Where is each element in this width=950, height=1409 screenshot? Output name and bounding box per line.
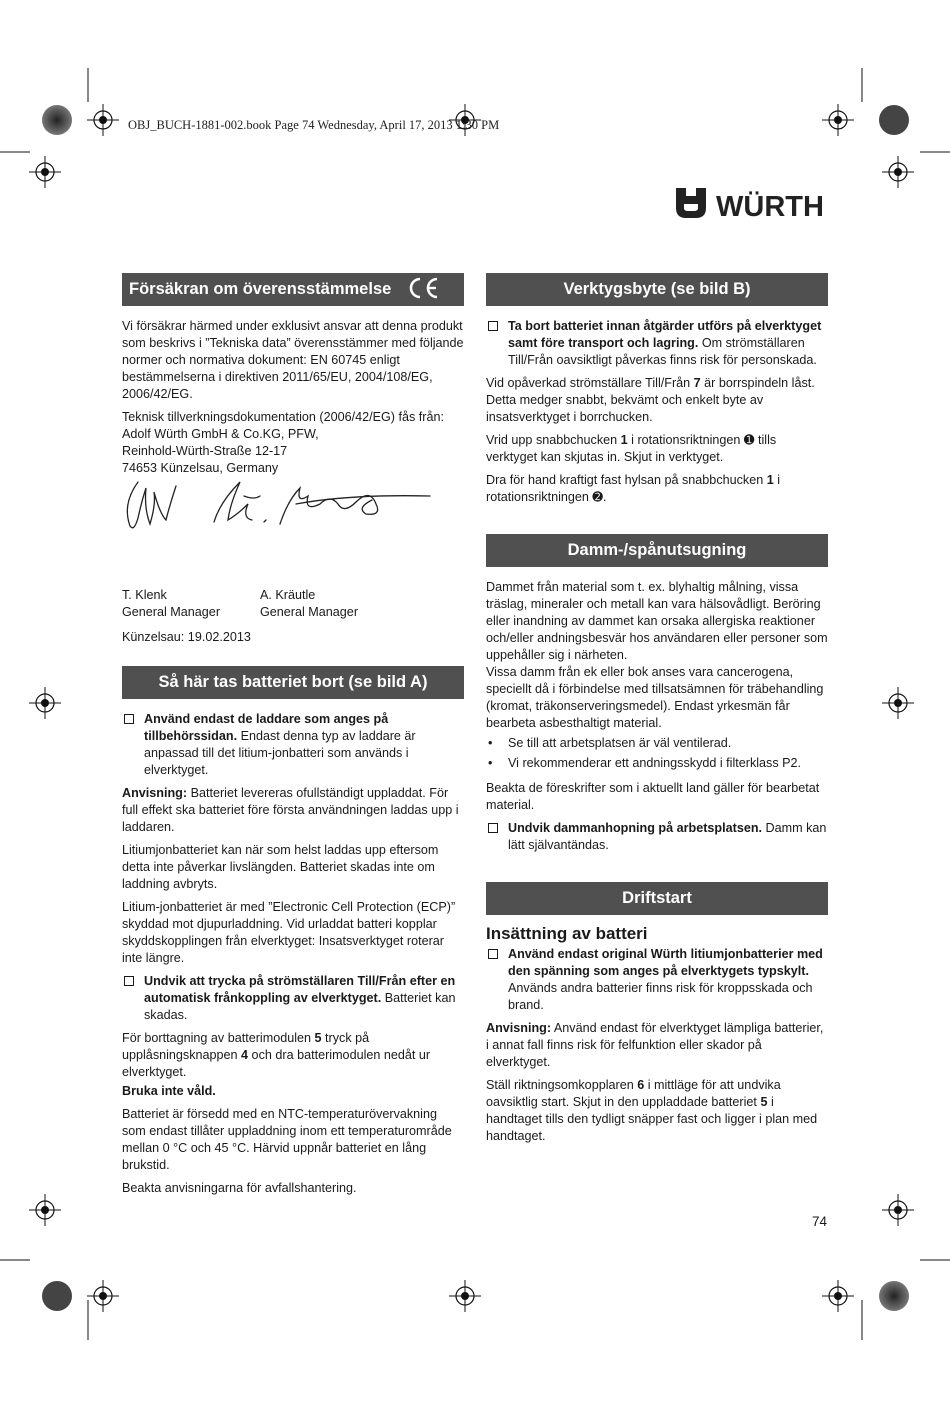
paragraph-spindle-lock: Vid opåverkad strömställare Till/Från 7 är borrspindeln låst. Detta medger snabbt, bekvämt och enkelt byte av insatsverktyget i borrchucken. bbox=[486, 376, 815, 424]
note-suitable-batteries: Anvisning: Använd endast för elverktyget lämpliga batterier, i annat fall finns risk för felfunktion eller skador på elverktyget. bbox=[486, 1021, 824, 1069]
paragraph-dust-health: Dammet från material som t. ex. blyhaltig målning, vissa träslag, mineraler och metall kan vara hälsovådligt. Beröring eller inandning av dammet kan orsaka allergiska reaktioner och/eller andningsbesvär hos användaren eller personer som uppehåller sig i närheten. bbox=[486, 580, 828, 662]
signatures bbox=[120, 474, 438, 534]
paragraph-removal: För borttagning av batterimodulen 5 tryck på upplåsningsknappen 4 och dra batterimodulen nedåt ur elverktyget. bbox=[122, 1031, 431, 1079]
place-date: Künzelsau: 19.02.2013 bbox=[122, 630, 251, 644]
documentation-address: Teknisk tillverkningsdokumentation (2006/42/EG) fås från: Adolf Würth GmbH & Co.KG, PFW, Reinhold-Würth-Straße 12-17 74653 Künzelsau, Germany bbox=[122, 410, 445, 475]
paragraph-charging: Litiumjonbatteriet kan när som helst laddas upp eftersom detta inte påverkar livslängden. Batteriet skadas inte om laddning avbryts. bbox=[122, 843, 439, 891]
signatory-2: A. Kräutle General Manager bbox=[260, 588, 359, 619]
section-header-tool-change: Verktygsbyte (se bild B) bbox=[486, 273, 828, 306]
bullet-respirator: • Vi rekommenderar ett andningsskydd i filterklass P2. bbox=[486, 755, 828, 772]
paragraph-no-force: Bruka inte våld. bbox=[122, 1084, 216, 1098]
section-header-conformity: Försäkran om överensstämmelse bbox=[122, 273, 464, 306]
warning-box-icon bbox=[124, 714, 134, 724]
section-header-dust: Damm-/spånutsugning bbox=[486, 534, 828, 567]
paragraph-ntc: Batteriet är försedd med en NTC-temperaturövervakning som endast tillåter uppladdning inom ett temperaturområde mellan 0 °C och 45 °C. Härvid uppnår batteriet en lång brukstid. bbox=[122, 1107, 452, 1172]
brand-text: WÜRTH bbox=[716, 191, 824, 223]
paragraph-regulations: Beakta de föreskrifter som i aktuellt land gäller för bearbetat material. bbox=[486, 781, 820, 812]
page-number: 74 bbox=[812, 1214, 828, 1229]
paragraph-dust-cancer: Vissa damm från ek eller bok anses vara cancerogena, speciellt då i förbindelse med tillsatsämnen för träbehandling (kromat, träkonserveringsmedel). Endast yrkesmän får bearbeta asbesthaltigt material. bbox=[486, 665, 824, 730]
paragraph-insert-battery: Ställ riktningsomkopplaren 6 i mittläge för att undvika oavsiktlig start. Skjut in den uppladdade batteriet 5 i handtaget tills den tydligt snäpper fast och ligger i plan med handtaget. bbox=[486, 1078, 818, 1143]
warning-box-icon bbox=[124, 976, 134, 986]
warning-charger: Använd endast de laddare som anges på tillbehörssidan. Endast denna typ av laddare är anpassad till det litium-jonbatteri som används i elverktyget. bbox=[122, 711, 464, 779]
subheading-insert-battery: Insättning av batteri bbox=[486, 924, 648, 943]
paragraph-disposal: Beakta anvisningarna för avfallshantering. bbox=[122, 1181, 357, 1195]
signatories bbox=[122, 587, 464, 621]
warning-remove-battery: Ta bort batteriet innan åtgärder utförs på elverktyget samt före transport och lagring. Om strömställaren Till/Från oavsiktligt påverkas finns risk för personskada. bbox=[486, 318, 828, 369]
bullet-ventilation: • Se till att arbetsplatsen är väl ventilerad. bbox=[486, 735, 828, 752]
warning-box-icon bbox=[488, 949, 498, 959]
section-header-battery-removal: Så här tas batteriet bort (se bild A) bbox=[122, 666, 464, 699]
left-column bbox=[122, 273, 464, 1203]
print-slug: OBJ_BUCH-1881-002.book Page 74 Wednesday, April 17, 2013 1:30 PM bbox=[128, 118, 500, 132]
warning-original-battery: Använd endast original Würth litiumjonbatterier med den spänning som anges på elverktygets typskylt. Används andra batterier finns risk för kroppsskada och brand. bbox=[486, 946, 828, 1014]
paragraph-ecp: Litium-jonbatteriet är med ”Electronic Cell Protection (ECP)” skyddad mot djupurladdning. Vid urladdat batteri kopplar skyddskopplingen från elverktyget: Insatsverktyget roterar inte längre. bbox=[122, 900, 456, 965]
direction-1-icon: ➊ bbox=[743, 433, 755, 447]
warning-box-icon bbox=[488, 321, 498, 331]
warning-box-icon bbox=[488, 823, 498, 833]
wurth-logo bbox=[676, 186, 832, 224]
ce-mark-icon bbox=[406, 277, 440, 299]
conformity-statement: Vi försäkrar härmed under exklusivt ansvar att denna produkt som beskrivs i ”Tekniska data” överensstämmer med följande normer och normativa dokument: EN 60745 enligt bestämmelserna i direktiven 2011/65/EU, 2004/108/EG, 2006/42/EG. bbox=[122, 319, 464, 401]
warning-dust-accumulation: Undvik dammanhopning på arbetsplatsen. Damm kan lätt självantändas. bbox=[486, 820, 828, 854]
right-column bbox=[486, 273, 828, 1151]
signatory-1: T. Klenk General Manager bbox=[122, 588, 221, 619]
direction-2-icon: ➋ bbox=[592, 490, 603, 504]
section-header-start: Driftstart bbox=[486, 882, 828, 915]
paragraph-tighten-chuck: Dra för hand kraftigt fast hylsan på snabbchucken 1 i rotationsriktningen ➋. bbox=[486, 473, 781, 504]
warning-switch: Undvik att trycka på strömställaren Till/Från efter en automatisk frånkoppling av elverktyget. Batteriet kan skadas. bbox=[122, 973, 464, 1024]
paragraph-open-chuck: Vrid upp snabbchucken 1 i rotationsriktningen ➊ tills verktyget kan skjutas in. Skjut in verktyget. bbox=[486, 433, 777, 464]
note-partial-charge: Anvisning: Batteriet levereras ofullständigt uppladdat. För full effekt ska batteriet före första användningen laddas upp i laddaren. bbox=[122, 786, 459, 834]
